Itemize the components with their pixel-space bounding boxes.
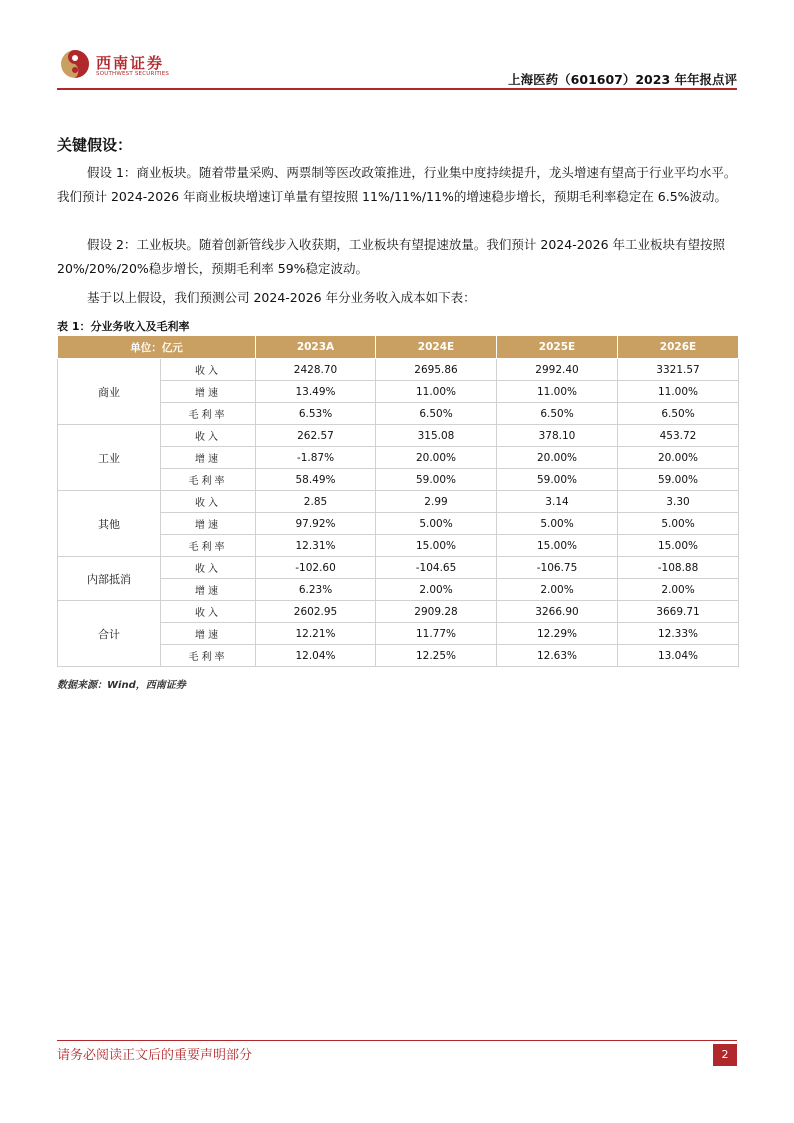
value-cell: 58.49% [256,469,376,491]
metric-label: 毛利率 [161,469,256,491]
footer-divider [57,1040,737,1041]
value-cell: 11.00% [376,381,497,403]
value-cell: 59.00% [376,469,497,491]
value-cell: 20.00% [618,447,739,469]
value-cell: 59.00% [618,469,739,491]
metric-label: 增速 [161,623,256,645]
table-row [58,403,739,425]
disclaimer-note: 请务必阅读正文后的重要声明部分 [57,1048,253,1063]
metric-label: 收入 [161,425,256,447]
value-cell: 2.85 [256,491,376,513]
value-cell: 262.57 [256,425,376,447]
value-cell: 59.00% [497,469,618,491]
value-cell: 12.33% [618,623,739,645]
table-row [58,601,739,623]
value-cell: 15.00% [376,535,497,557]
value-cell: 2602.95 [256,601,376,623]
value-cell: 3.30 [618,491,739,513]
year-header: 2024E [376,336,497,359]
value-cell: 12.25% [376,645,497,667]
paragraph-text: 基于以上假设，我们预测公司 2024-2026 年分业务收入成本如下表： [87,290,476,305]
segment-revenue-table [57,335,739,667]
table-row [58,645,739,667]
value-cell: -108.88 [618,557,739,579]
value-cell: 11.00% [618,381,739,403]
value-cell: 6.50% [618,403,739,425]
metric-label: 增速 [161,447,256,469]
segment-label: 其他 [58,491,161,557]
header-divider [57,88,737,90]
value-cell: 3321.57 [618,359,739,381]
paragraph-text: 假设 2：工业板块。随着创新管线步入收获期，工业板块有望提速放量。我们预计 2024-2026 年工业板块有望按照 20%/20%/20%稳步增长，预期毛利率 59%稳定波动。 [57,237,726,276]
metric-label: 毛利率 [161,535,256,557]
value-cell: 453.72 [618,425,739,447]
table-row [58,425,739,447]
value-cell: 15.00% [618,535,739,557]
table-row [58,381,739,403]
value-cell: 6.50% [376,403,497,425]
table-row [58,579,739,601]
segment-label: 内部抵消 [58,557,161,601]
value-cell: -106.75 [497,557,618,579]
year-header: 2026E [618,336,739,359]
value-cell: 315.08 [376,425,497,447]
table-header-row [58,336,739,359]
value-cell: 20.00% [376,447,497,469]
value-cell: 13.04% [618,645,739,667]
value-cell: 12.21% [256,623,376,645]
metric-label: 毛利率 [161,645,256,667]
table-row [58,359,739,381]
company-logo [60,47,170,83]
value-cell: 2695.86 [376,359,497,381]
value-cell: 12.31% [256,535,376,557]
value-cell: 97.92% [256,513,376,535]
value-cell: 5.00% [376,513,497,535]
metric-label: 增速 [161,513,256,535]
report-header-title: 上海医药（601607）2023 年年报点评 [508,72,737,87]
value-cell: 3.14 [497,491,618,513]
paragraph-text: 假设 1：商业板块。随着带量采购、两票制等医改政策推进，行业集中度持续提升，龙头增速有望高于行业平均水平。我们预计 2024-2026 年商业板块增速订单量有望按照 11%/11%/11%的增速稳步增长，预期毛利率稳定在 6.5%波动。 [57,165,737,204]
value-cell: 2.00% [376,579,497,601]
unit-header: 单位：亿元 [58,336,256,359]
table-row [58,557,739,579]
segment-label: 合计 [58,601,161,667]
value-cell: 2428.70 [256,359,376,381]
value-cell: 2909.28 [376,601,497,623]
forecast-intro-paragraph [57,286,737,310]
metric-label: 收入 [161,557,256,579]
value-cell: 378.10 [497,425,618,447]
value-cell: 6.53% [256,403,376,425]
value-cell: 5.00% [497,513,618,535]
value-cell: 12.63% [497,645,618,667]
value-cell: 6.50% [497,403,618,425]
metric-label: 增速 [161,381,256,403]
value-cell: -1.87% [256,447,376,469]
year-header: 2023A [256,336,376,359]
table-row [58,447,739,469]
value-cell: 12.29% [497,623,618,645]
value-cell: 2.00% [618,579,739,601]
table-body [58,359,739,667]
value-cell: 3266.90 [497,601,618,623]
value-cell: 20.00% [497,447,618,469]
value-cell: 6.23% [256,579,376,601]
assumption-paragraph-2 [57,233,737,281]
table-row [58,623,739,645]
logo-english-name: SOUTHWEST SECURITIES [96,71,170,77]
value-cell: 15.00% [497,535,618,557]
southwest-securities-logo-icon [60,49,90,79]
metric-label: 毛利率 [161,403,256,425]
metric-label: 增速 [161,579,256,601]
table-row [58,535,739,557]
table-row [58,469,739,491]
value-cell: -102.60 [256,557,376,579]
year-header: 2025E [497,336,618,359]
data-source-note: 数据来源：Wind，西南证券 [57,680,186,691]
assumption-paragraph-1 [57,161,737,209]
section-title: 关键假设： [57,136,133,154]
metric-label: 收入 [161,601,256,623]
metric-label: 收入 [161,491,256,513]
table-caption: 表 1：分业务收入及毛利率 [57,320,190,333]
value-cell: 13.49% [256,381,376,403]
value-cell: 2.00% [497,579,618,601]
segment-label: 工业 [58,425,161,491]
value-cell: 3669.71 [618,601,739,623]
value-cell: 2.99 [376,491,497,513]
page-number: 2 [713,1044,737,1066]
value-cell: 5.00% [618,513,739,535]
segment-label: 商业 [58,359,161,425]
value-cell: 12.04% [256,645,376,667]
value-cell: 2992.40 [497,359,618,381]
value-cell: 11.00% [497,381,618,403]
metric-label: 收入 [161,359,256,381]
value-cell: 11.77% [376,623,497,645]
table-row [58,491,739,513]
logo-chinese-name: 西南证券 [96,54,165,72]
table-row [58,513,739,535]
value-cell: -104.65 [376,557,497,579]
